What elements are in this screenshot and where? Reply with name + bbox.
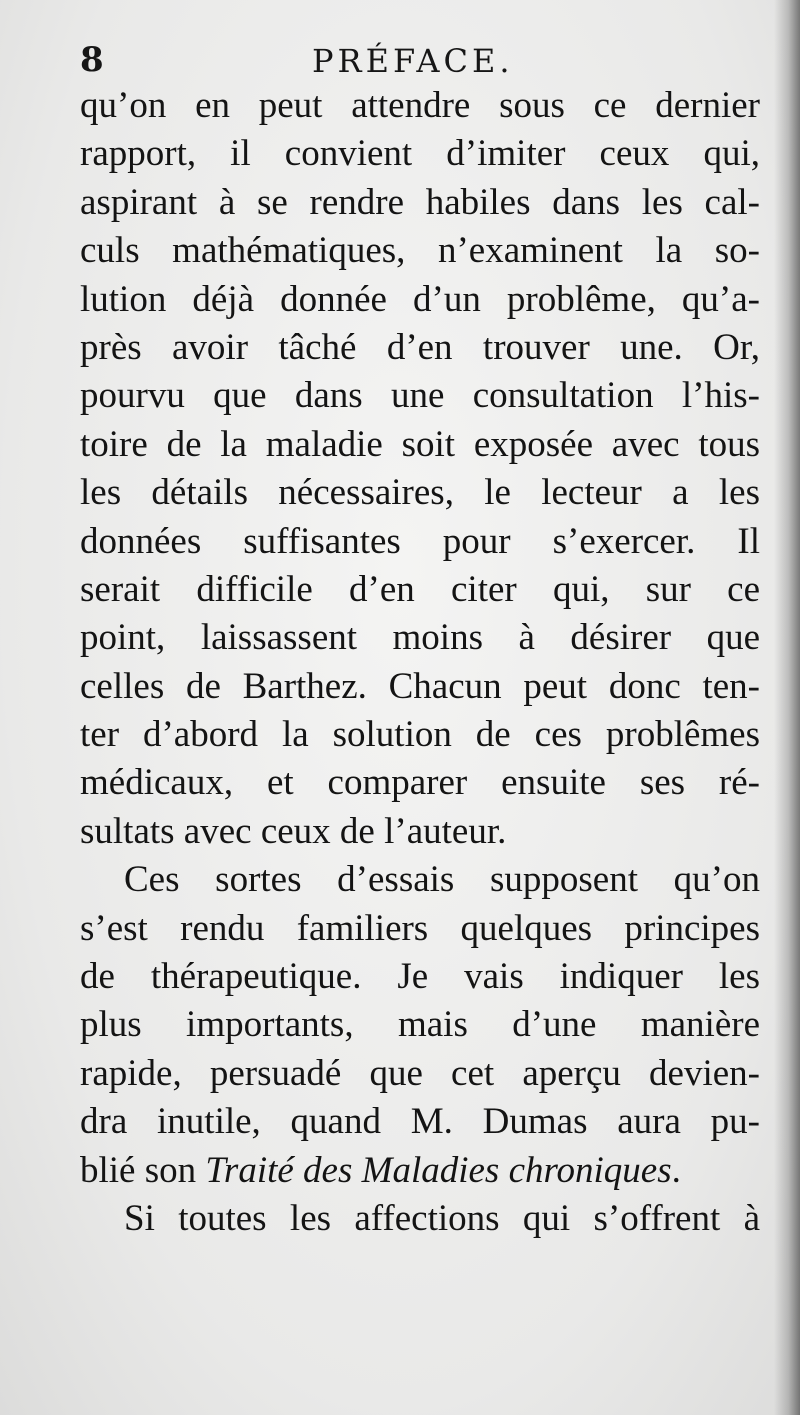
text-line: aspirant à se rendre habiles dans les cal- (80, 181, 760, 223)
text-run: . (671, 1149, 681, 1191)
text-line: près avoir tâché d’en trouver une. Or, (80, 326, 760, 368)
text-line: les détails nécessaires, le lecteur a les (80, 472, 760, 514)
text-line: ter d’abord la solution de ces problêmes (80, 714, 760, 756)
text-line: s’est rendu familiers quelques principes (80, 907, 760, 949)
paragraph-first-line: Ces sortes d’essais supposent qu’on (124, 859, 760, 901)
page-number: 8 (80, 40, 104, 80)
text-line: de thérapeutique. Je vais indiquer les (80, 956, 760, 998)
text-run: blié son (80, 1149, 206, 1191)
text-line (80, 1147, 760, 1195)
text-line: lution déjà donnée d’un problême, qu’a- (80, 278, 760, 320)
text-line: données suffisantes pour s’exercer. Il (80, 520, 760, 562)
text-line: serait difficile d’en citer qui, sur ce (80, 568, 760, 610)
text-line: point, laissassent moins à désirer que (80, 617, 760, 659)
page-edge-shadow (774, 0, 800, 1415)
book-title-italic: Traité des Maladies chroniques (205, 1149, 672, 1191)
text-line: celles de Barthez. Chacun peut donc ten- (80, 665, 760, 707)
text-line: médicaux, et comparer ensuite ses ré- (80, 762, 760, 804)
text-line: toire de la maladie soit exposée avec tous (80, 423, 760, 465)
text-line: sultats avec ceux de l’auteur. (80, 810, 507, 852)
body-text (80, 82, 760, 1243)
text-line: qu’on en peut attendre sous ce dernier (80, 85, 760, 126)
text-line: rapide, persuadé que cet aperçu devien- (80, 1052, 760, 1094)
text-line: rapport, il convient d’imiter ceux qui, (80, 133, 760, 175)
text-line: culs mathématiques, n’examinent la so- (80, 230, 760, 272)
paragraph-first-line: Si toutes les affections qui s’offrent à (124, 1197, 760, 1239)
running-title: PRÉFACE. (312, 42, 514, 80)
text-line: dra inutile, quand M. Dumas aura pu- (80, 1101, 760, 1143)
text-line: plus importants, mais d’une manière (80, 1004, 760, 1046)
text-line: pourvu que dans une consultation l’his- (80, 375, 760, 417)
